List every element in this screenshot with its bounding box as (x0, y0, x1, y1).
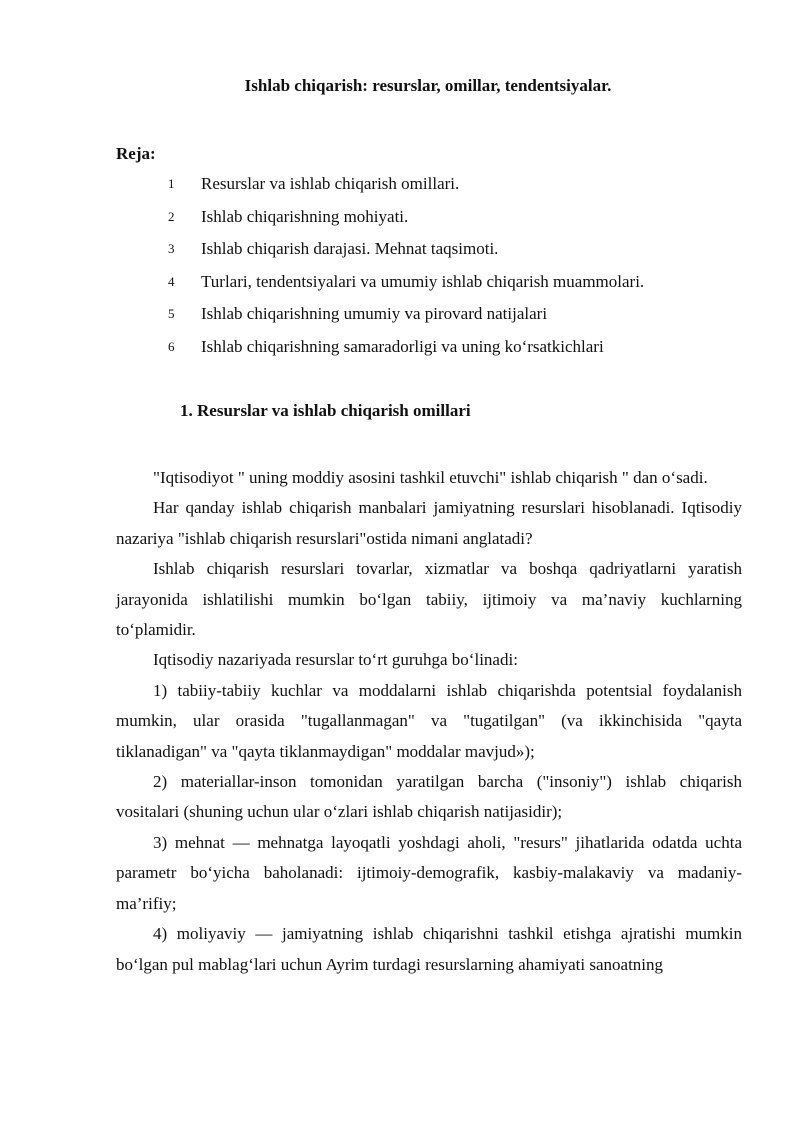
plan-item-text: Ishlab chiqarish darajasi. Mehnat taqsimoti. (201, 239, 499, 259)
plan-item-text: Resurslar va ishlab chiqarish omillari. (201, 174, 460, 193)
paragraph: 4) moliyaviy — jamiyatning ishlab chiqarishni tashkil etishga ajratishi mumkin bo‘lgan pul mablag‘lari uchun Ayrim turdagi resurslarning ahamiyati sanoatning (116, 924, 742, 974)
plan-label: Reja: (116, 144, 156, 163)
section-heading: 1. Resurslar va ishlab chiqarish omillari (180, 401, 471, 420)
document-title: Ishlab chiqarish: resurslar, omillar, tendentsiyalar. (244, 76, 612, 95)
plan-item-number: 4 (168, 273, 175, 289)
plan-item (0, 237, 800, 270)
paragraph: Iqtisodiy nazariyada resurslar to‘rt guruhga bo‘linadi: (153, 650, 518, 670)
plan-item (0, 302, 800, 335)
paragraph: "Iqtisodiyot " uning moddiy asosini tashkil etuvchi" ishlab chiqarish " dan o‘sadi. (153, 468, 708, 487)
plan-item-number: 5 (168, 306, 175, 322)
plan-item-text: Turlari, tendentsiyalari va umumiy ishlab chiqarish muammolari. (201, 271, 645, 291)
paragraph: 2) materiallar-inson tomonidan yaratilgan barcha ("insoniy") ishlab chiqarish vositalari (shuning uchun ular o‘zlari ishlab chiqarish natijasidir); (116, 772, 742, 822)
plan-item-text: Ishlab chiqarishning mohiyati. (201, 206, 409, 226)
plan-item-number: 1 (168, 176, 175, 191)
plan-item (0, 335, 800, 368)
plan-list (0, 172, 800, 368)
plan-item-number: 3 (168, 241, 175, 257)
plan-item-text: Ishlab chiqarishning samaradorligi va uning ko‘rsatkichlari (201, 336, 604, 356)
plan-item (0, 172, 800, 205)
plan-item-number: 2 (168, 208, 175, 224)
paragraph: 1) tabiiy-tabiiy kuchlar va moddalarni ishlab chiqarishda potentsial foydalanish mumkin, ular orasida "tugallanmagan" va "tugatilgan" (va ikkinchisida "qayta tiklanadigan" va "qayta tiklanmaydigan" moddalar mavjud»); (116, 680, 742, 761)
plan-item (0, 205, 800, 238)
plan-item (0, 270, 800, 303)
paragraph: Har qanday ishlab chiqarish manbalari jamiyatning resurslari hisoblanadi. Iqtisodiy nazariya "ishlab chiqarish resurslari"ostida nimani anglatadi? (116, 498, 742, 548)
paragraph: Ishlab chiqarish resurslari tovarlar, xizmatlar va boshqa qadriyatlarni yaratish jarayonida ishlatilishi mumkin bo‘lgan tabiiy, ijtimoiy va ma’naviy kuchlarning to‘plamidir. (116, 559, 742, 640)
paragraph: 3) mehnat — mehnatga layoqatli yoshdagi aholi, "resurs" jihatlarida odatda uchta parametr bo‘yicha baholanadi: ijtimoiy-demografik, kasbiy-malakaviy va madaniy-ma’rifiy; (116, 832, 742, 913)
plan-item-number: 6 (168, 338, 175, 354)
plan-item-text: Ishlab chiqarishning umumiy va pirovard natijalari (201, 304, 548, 324)
body-text (116, 463, 742, 980)
